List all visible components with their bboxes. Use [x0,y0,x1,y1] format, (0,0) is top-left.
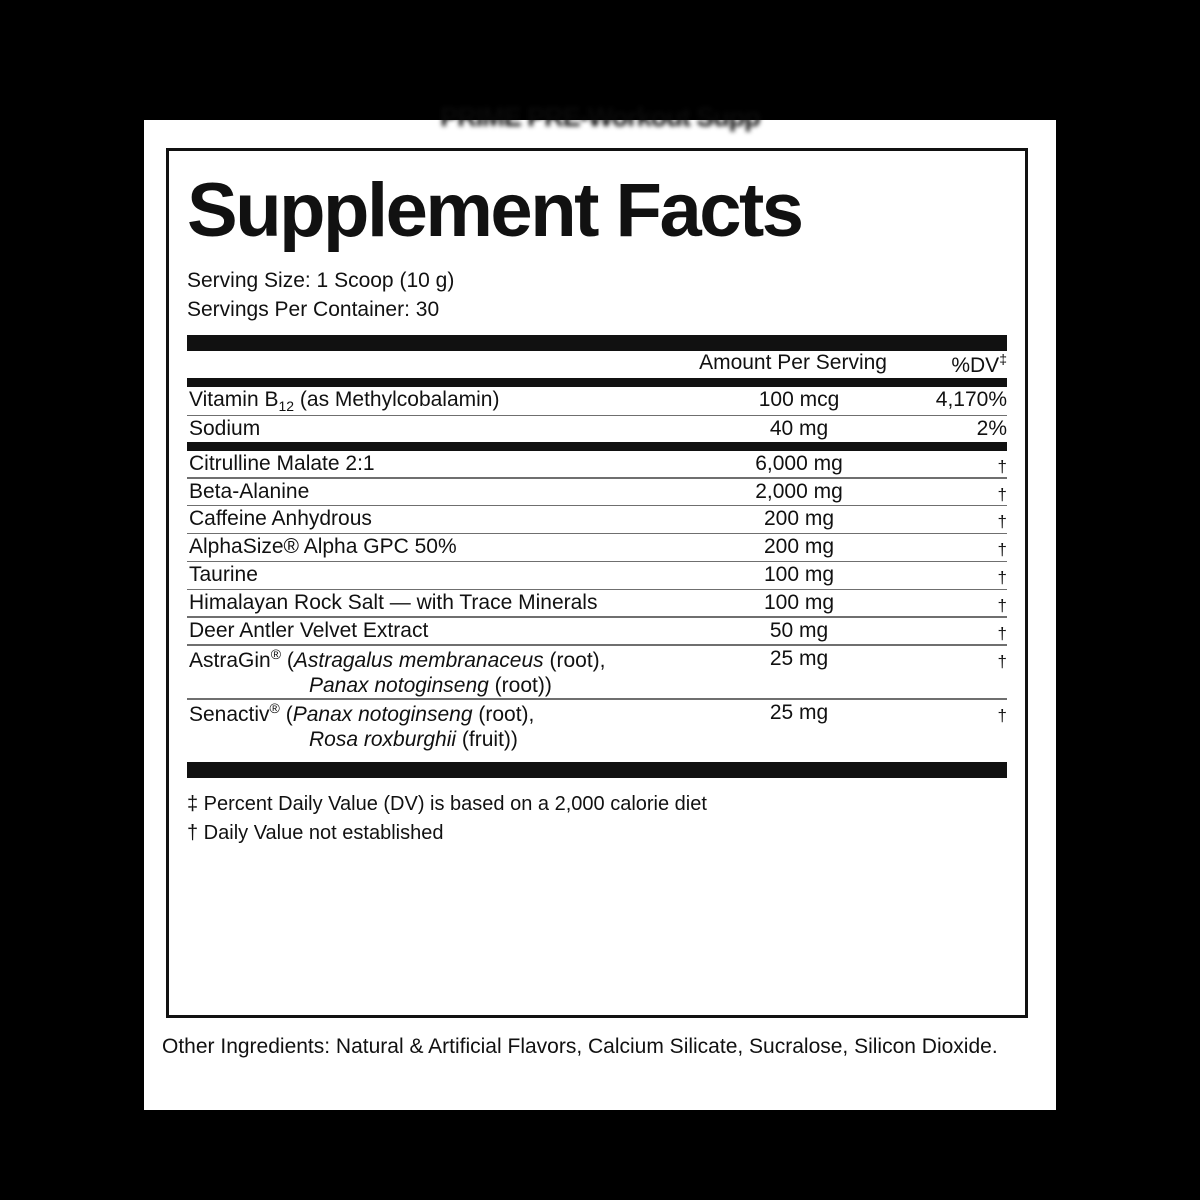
row-name-sub: 12 [278,398,295,415]
header-spacer [187,351,687,378]
header-amount-per-serving: Amount Per Serving [699,350,887,374]
row-amount: 2,000 mg [755,479,843,503]
blurred-product-heading: PRIME PRE-Workout Supp [440,101,760,132]
row-name-tail-2: (fruit)) [456,727,518,751]
row-dv: † [997,540,1007,560]
row-name-latin-1: Panax notoginseng [292,702,473,726]
row-amount: 100 mg [763,591,835,615]
table-header-row [187,351,1007,378]
row-amount: 25 mg [769,700,829,724]
footnote-dv: ‡ Percent Daily Value (DV) is based on a 2,000 calorie diet [187,793,707,816]
row-amount: 6,000 mg [755,451,843,475]
row-amount: 40 mg [769,417,829,441]
divider-medium-blend [187,442,1007,451]
row-amount: 100 mcg [758,387,840,411]
table-row [187,562,1007,588]
row-name-latin-2: Rosa roxburghii [309,727,457,751]
row-name: Beta-Alanine [189,479,310,503]
supplement-facts-box [166,148,1028,1018]
row-name: Citrulline Malate 2:1 [189,451,375,475]
table-row [187,534,1007,560]
other-ingredients: Other Ingredients: Natural & Artificial Flavors, Calcium Silicate, Sucralose, Silicon Dioxide. [162,1035,998,1058]
table-row [187,387,1007,415]
row-name-tail-1: (root), [472,702,535,726]
row-dv: † [997,651,1007,671]
row-name-open-paren: ( [279,702,293,726]
row-amount: 50 mg [769,618,829,642]
table-row [187,506,1007,532]
row-name [187,700,699,752]
row-name-open-paren: ( [281,648,294,672]
table-row [187,416,1007,441]
nutrition-blend-table-7 [187,618,1007,644]
row-name [187,646,699,698]
nutrition-botanical-table-2 [187,700,1007,752]
table-row [187,618,1007,644]
serving-size: Serving Size: 1 Scoop (10 g) [187,269,455,292]
row-name-pre: Sodium [189,417,261,441]
divider-medium-header [187,378,1007,387]
row-dv: † [997,568,1007,588]
row-name-registered: ® [270,645,282,662]
row-name: Caffeine Anhydrous [189,507,372,531]
row-amount: 100 mg [763,563,835,587]
nutrition-blend-table [187,451,1007,477]
row-dv: † [997,484,1007,504]
row-name-registered: ® [269,699,280,716]
row-name [187,416,699,441]
divider-thick-bottom [187,762,1007,778]
row-name: Taurine [189,563,258,587]
nutrition-sodium-table [187,416,1007,441]
row-dv: † [997,456,1007,476]
row-name-tail-1: (root), [543,648,606,672]
row-amount: 200 mg [763,535,835,559]
row-dv: 2% [976,417,1007,441]
row-dv: 4,170% [935,387,1007,411]
row-amount: 25 mg [769,646,829,670]
row-name-post: (as Methylcobalamin) [294,387,500,411]
nutrition-blend-table-5 [187,562,1007,588]
page-title: Supplement Facts [187,168,802,253]
row-dv: † [997,596,1007,616]
row-name-tail-2: (root)) [488,674,552,698]
row-name-brand: Senactiv [189,702,270,726]
row-name-brand: AstraGin [189,648,271,672]
row-name-pre: Vitamin B [189,387,279,411]
row-name-line2 [189,673,699,698]
row-name: AlphaSize® Alpha GPC 50% [189,535,457,559]
table-row [187,590,1007,616]
footnote-dagger: † Daily Value not established [187,822,444,845]
row-name-latin-2: Panax notoginseng [309,674,489,698]
footnotes [187,790,1007,848]
table-row [187,451,1007,477]
servings-per-container: Servings Per Container: 30 [187,297,440,321]
nutrition-blend-table-4 [187,534,1007,560]
header-dv-text: %DV [951,353,1000,377]
nutrition-botanical-table-1 [187,646,1007,698]
nutrition-blend-table-2 [187,479,1007,505]
row-name-latin-1: Astragalus membranaceus [293,648,544,672]
row-name: Deer Antler Velvet Extract [189,618,429,642]
row-name-line2 [189,727,699,752]
nutrition-header-table [187,351,1007,378]
nutrition-blend-table-6 [187,590,1007,616]
row-dv: † [997,512,1007,532]
row-name [187,387,699,415]
table-row [187,700,1007,752]
row-dv: † [997,705,1007,725]
label-white-panel [144,101,1056,1110]
serving-info [187,267,1007,325]
table-row [187,479,1007,505]
row-amount: 200 mg [763,507,835,531]
table-row [187,646,1007,698]
header-dv-marker: ‡ [999,350,1007,367]
divider-thick-top [187,335,1007,351]
header-daily-value [899,351,1007,378]
nutrition-blend-table-3 [187,506,1007,532]
row-dv: † [997,623,1007,643]
row-name: Himalayan Rock Salt — with Trace Minerals [189,591,598,615]
nutrition-vitamins-table [187,387,1007,415]
